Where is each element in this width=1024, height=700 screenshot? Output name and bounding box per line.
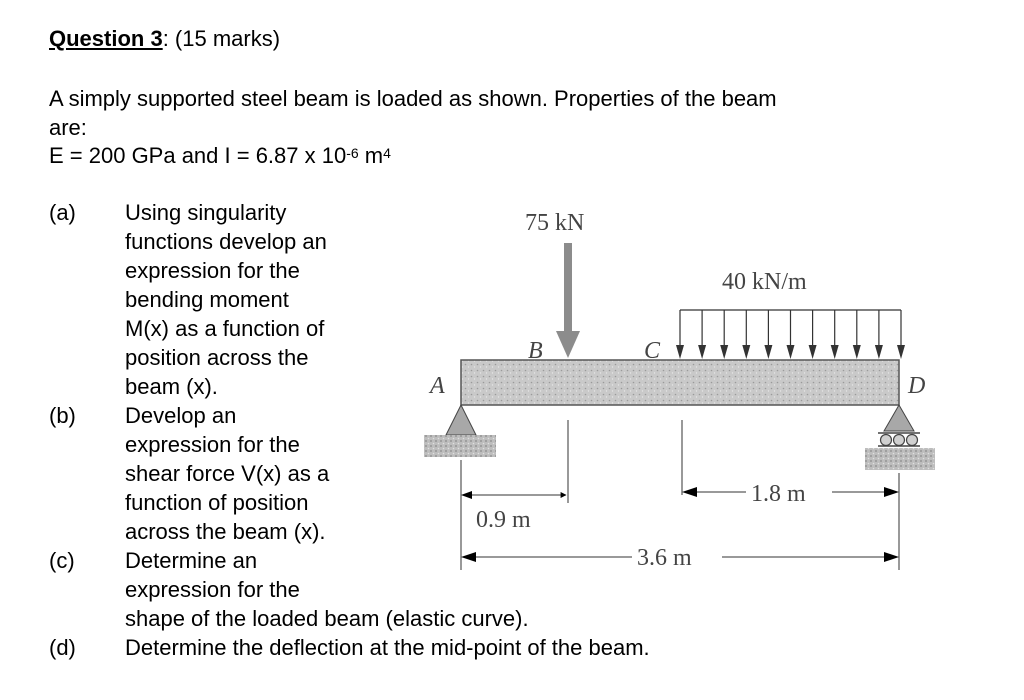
distributed-load-arrowhead (897, 345, 905, 359)
beam (461, 360, 899, 405)
point-a-label: A (430, 373, 445, 399)
props-text: E = 200 GPa and I = 6.87 x 10 (49, 143, 347, 168)
beam-diagram (410, 195, 950, 585)
part-a-line: position across the (125, 345, 309, 370)
point-d-label: D (908, 373, 926, 399)
point-b-label: B (528, 338, 543, 364)
distributed-load-arrowhead (720, 345, 728, 359)
props-exponent-2: 4 (383, 145, 391, 161)
pin-support-a (424, 405, 496, 457)
point-load-arrow (556, 243, 580, 358)
part-d-line: Determine the deflection at the mid-point of the beam. (125, 635, 650, 660)
part-b-label: (b) (49, 403, 76, 428)
part-a-line: bending moment (125, 287, 289, 312)
distributed-load (676, 310, 905, 359)
distributed-load-arrowhead (742, 345, 750, 359)
question-number: Question 3 (49, 26, 163, 51)
part-c-line: expression for the (125, 577, 300, 602)
part-a-line: expression for the (125, 258, 300, 283)
part-b-line: expression for the (125, 432, 300, 457)
part-a-line: M(x) as a function of (125, 316, 325, 341)
point-c-label: C (644, 338, 661, 364)
part-b-line: across the beam (x). (125, 519, 326, 544)
props-exponent-1: -6 (346, 145, 359, 161)
roller-support-d (865, 405, 935, 470)
part-a-line: functions develop an (125, 229, 327, 254)
distributed-load-arrowhead (853, 345, 861, 359)
distributed-load-arrowhead (875, 345, 883, 359)
part-c-line: shape of the loaded beam (elastic curve). (125, 606, 529, 631)
part-a-line: beam (x). (125, 374, 218, 399)
part-b-line: shear force V(x) as a (125, 461, 330, 486)
dim-total-label: 3.6 m (637, 545, 692, 571)
distributed-load-arrowhead (676, 345, 684, 359)
part-a-line: Using singularity (125, 200, 287, 225)
part-a-label: (a) (49, 200, 76, 225)
dim-cd-label: 1.8 m (751, 481, 806, 507)
part-c-line: Determine an (125, 548, 258, 573)
distributed-load-arrowhead (787, 345, 795, 359)
question-marks: : (15 marks) (162, 26, 281, 51)
point-load-label: 75 kN (525, 210, 585, 236)
question-title (49, 24, 280, 53)
distributed-load-arrowhead (831, 345, 839, 359)
part-d-label: (d) (49, 635, 76, 660)
distributed-load-arrowhead (809, 345, 817, 359)
dimension-arrowhead (461, 491, 472, 499)
beam-properties (49, 141, 391, 170)
distributed-load-label: 40 kN/m (722, 269, 807, 295)
part-b-line: Develop an (125, 403, 237, 428)
dimension-arrowhead (461, 552, 476, 562)
intro-line-1: A simply supported steel beam is loaded as shown. Properties of the beam (49, 86, 777, 111)
dimension-arrowhead (682, 487, 697, 497)
dim-ab-label: 0.9 m (476, 507, 531, 533)
distributed-load-arrowhead (764, 345, 772, 359)
part-b-line: function of position (125, 490, 309, 515)
part-c-label: (c) (49, 548, 75, 573)
dimension-arrowhead (884, 552, 899, 562)
distributed-load-arrowhead (698, 345, 706, 359)
props-unit: m (358, 143, 384, 168)
intro-line-2: are: (49, 115, 87, 140)
dimension-arrowhead (884, 487, 899, 497)
